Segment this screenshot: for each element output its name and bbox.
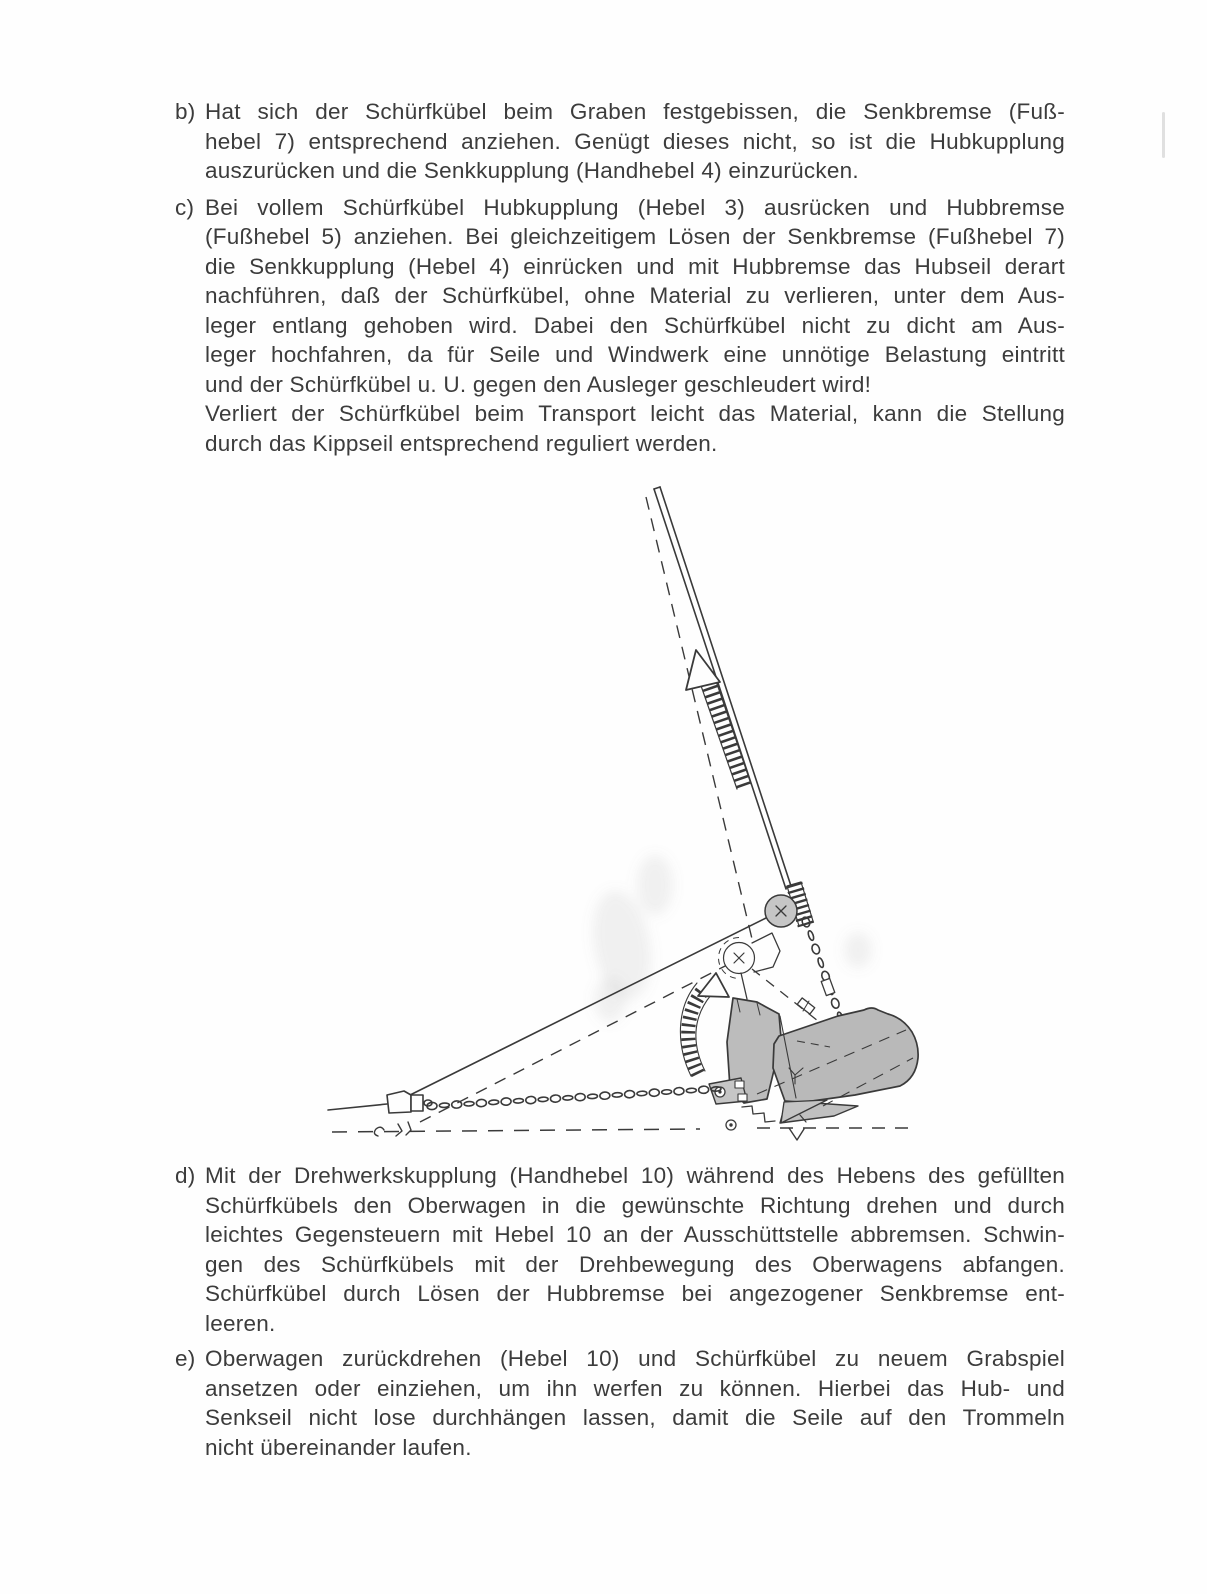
scan-edge-mark [1162,112,1165,158]
text-line: leger entlang gehoben wird. Dabei den Schürfkübel nicht zu dicht am Aus- [205,312,1065,338]
text-line: leger hochfahren, da für Seile und Windwerk eine unnötige Belastung eintritt [205,342,1065,367]
item-label-d: d) [175,1163,196,1188]
text-line: (Fußhebel 5) anziehen. Bei gleichzeitigem Lösen der Senkbremse (Fußhebel 7) [205,224,1065,249]
text-line: Senkseil nicht lose durchhängen lassen, damit die Seile auf den Trommeln [205,1405,1065,1430]
text-line: Mit der Drehwerkskupplung (Handhebel 10) während des Hebens des gefüllten [205,1163,1065,1188]
text-line: Oberwagen zurückdrehen (Hebel 10) und Schürfkübel zu neuem Grabspiel [205,1346,1065,1371]
text-line: Schürfkübel durch Lösen der Hubbremse bei angezogener Senkbremse ent- [205,1281,1065,1306]
text-line: die Senkkupplung (Hebel 4) einrücken und mit Hubbremse das Hubseil derart [205,253,1065,279]
text-line: durch das Kippseil entsprechend reguliert werden. [205,430,718,456]
paragraph-c-continuation [175,399,1065,458]
paragraph-b [175,97,1065,186]
text-line: Bei vollem Schürfkübel Hubkupplung (Hebel 3) ausrücken und Hubbremse [205,194,1065,220]
text-line: auszurücken und die Senkkupplung (Handhebel 4) einzurücken. [205,158,859,183]
text-line: und der Schürfkübel u. U. gegen den Ausleger geschleudert wird! [205,371,872,397]
item-label-c: c) [175,194,195,220]
text-line: Verliert der Schürfkübel beim Transport leicht das Material, kann die Stellung [205,401,1065,426]
text-line: Schürfkübels den Oberwagen in die gewünschte Richtung drehen und durch [205,1192,1065,1218]
paragraph-d [175,1161,1065,1338]
text-line: leichtes Gegensteuern mit Hebel 10 an der Ausschüttstelle abbremsen. Schwin- [205,1222,1065,1247]
paragraph-e [175,1344,1065,1462]
text-line: ansetzen oder einziehen, um ihn werfen zu können. Hierbei das Hub- und [205,1375,1065,1401]
text-line: Hat sich der Schürfkübel beim Graben festgebissen, die Senkbremse (Fuß- [205,99,1065,124]
text-line: nachführen, daß der Schürfkübel, ohne Material zu verlieren, unter dem Aus- [205,283,1065,308]
paragraph-c [175,193,1065,400]
item-label-b: b) [175,99,196,124]
body-text [175,97,1065,1462]
text-line: leeren. [205,1310,276,1336]
item-label-e: e) [175,1346,196,1371]
text-line: gen des Schürfkübels mit der Drehbewegung des Oberwagens abfangen. [205,1251,1065,1277]
text-line: hebel 7) entsprechend anziehen. Genügt dieses nicht, so ist die Hubkupplung [205,128,1065,154]
text-line: nicht übereinander laufen. [205,1434,472,1460]
